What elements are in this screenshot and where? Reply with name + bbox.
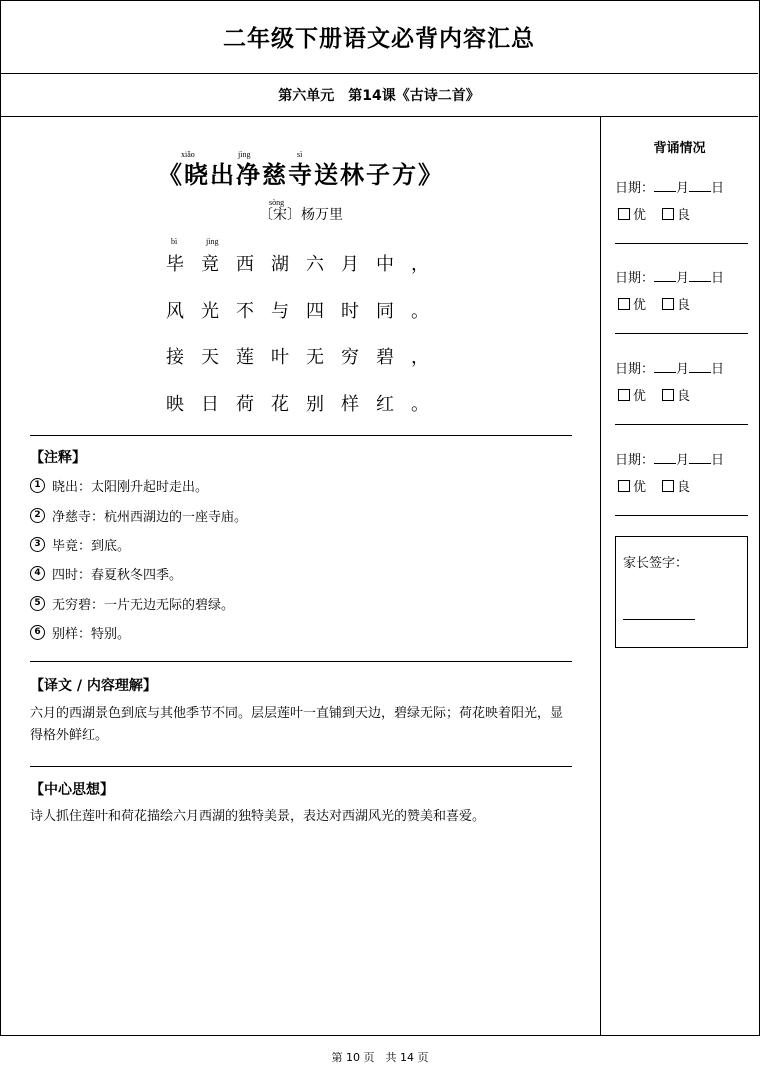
note-text: 四时：春夏秋冬四季。 [52,568,183,583]
rating-options [618,294,706,313]
note-number: 1 [30,478,45,493]
rating-fine[interactable] [662,476,690,495]
poem-title: 《晓出净慈寺送林子方》 [158,160,444,189]
rating-fine-label: 良 [677,208,691,223]
date-label: 日期： [615,362,655,377]
checkbox-icon[interactable] [618,389,630,401]
date-field [615,449,724,468]
recitation-title: 背诵情况 [653,141,706,156]
day-label: 日 [711,181,725,196]
rating-good[interactable] [618,476,646,495]
poem-line-2: 风光不与四时同。 [166,301,446,322]
translation-text: 六月的西湖景色到底与其他季节不同。层层莲叶一直铺到天边，碧绿无际；荷花映着阳光，显得格外鲜红。 [30,706,564,743]
rating-fine[interactable] [662,385,690,404]
page-title: 二年级下册语文必背内容汇总 [0,0,758,74]
pinyin-jing: jìng [238,150,251,159]
month-blank[interactable] [654,452,676,464]
month-label: 月 [676,181,690,196]
note-number: 6 [30,625,45,640]
theme-text: 诗人抓住莲叶和荷花描绘六月西湖的独特美景，表达对西湖风光的赞美和喜爱。 [30,809,486,824]
month-label: 月 [676,271,690,286]
rating-fine[interactable] [662,294,690,313]
note-item [30,476,208,495]
note-number: 4 [30,566,45,581]
pinyin-bi: bì [171,237,178,246]
rating-options [618,476,706,495]
date-field [615,358,724,377]
rating-options [618,204,706,223]
pinyin-xiao: xiǎo [181,150,195,159]
checkbox-icon[interactable] [618,298,630,310]
rating-good-label: 优 [633,389,647,404]
checkbox-icon[interactable] [662,298,674,310]
date-field [615,177,724,196]
note-number: 5 [30,596,45,611]
note-number: 2 [30,508,45,523]
record-divider [615,243,748,244]
note-item [30,564,182,583]
translation-heading: 【译文 / 内容理解】 [30,678,157,694]
rating-good[interactable] [618,204,646,223]
checkbox-icon[interactable] [618,480,630,492]
poem-line-4: 映日荷花别样红。 [166,394,446,415]
date-label: 日期： [615,271,655,286]
rating-fine-label: 良 [677,298,691,313]
rating-good[interactable] [618,385,646,404]
note-text: 别样：特别。 [52,627,131,642]
checkbox-icon[interactable] [662,480,674,492]
rating-fine[interactable] [662,204,690,223]
rating-fine-label: 良 [677,480,691,495]
record-divider [615,515,748,516]
day-blank[interactable] [689,180,711,192]
signature-line[interactable] [623,619,695,620]
rating-good-label: 优 [633,298,647,313]
day-label: 日 [711,362,725,377]
record-divider [615,424,748,425]
month-label: 月 [676,453,690,468]
divider [30,661,572,662]
date-field [615,267,724,286]
rating-good-label: 优 [633,208,647,223]
parent-signature-label: 家长签字： [623,556,689,571]
rating-good[interactable] [618,294,646,313]
checkbox-icon[interactable] [662,389,674,401]
date-label: 日期： [615,181,655,196]
rating-fine-label: 良 [677,389,691,404]
theme-heading: 【中心思想】 [30,782,114,798]
poem-line-1: 毕竟西湖六月中， [166,254,446,275]
record-divider [615,333,748,334]
divider [30,766,572,767]
day-label: 日 [711,271,725,286]
notes-heading: 【注释】 [30,450,86,466]
checkbox-icon[interactable] [662,208,674,220]
pinyin-jing2: jìng [206,237,219,246]
date-label: 日期： [615,453,655,468]
pinyin-si: sì [297,150,303,159]
month-label: 月 [676,362,690,377]
pinyin-song: sòng [269,198,285,207]
day-blank[interactable] [689,452,711,464]
month-blank[interactable] [654,180,676,192]
note-item [30,506,247,525]
day-blank[interactable] [689,270,711,282]
note-text: 净慈寺：杭州西湖边的一座寺庙。 [52,510,248,525]
poem-line-3: 接天莲叶无穷碧， [166,347,446,368]
note-text: 晓出：太阳刚升起时走出。 [52,480,209,495]
poem-author: 〔宋〕杨万里 [259,207,343,223]
note-item [30,535,130,554]
day-label: 日 [711,453,725,468]
column-divider [600,117,601,1035]
divider [30,435,572,436]
lesson-title: 第六单元 第14课《古诗二首》 [0,74,758,117]
note-item [30,623,130,642]
checkbox-icon[interactable] [618,208,630,220]
parent-signature-box [615,536,748,648]
note-text: 无穷碧：一片无边无际的碧绿。 [52,598,235,613]
note-item [30,594,234,613]
rating-options [618,385,706,404]
day-blank[interactable] [689,361,711,373]
note-number: 3 [30,537,45,552]
month-blank[interactable] [654,361,676,373]
rating-good-label: 优 [633,480,647,495]
page-footer: 第 10 页 共 14 页 [331,1051,429,1064]
note-text: 毕竟：到底。 [52,539,131,554]
month-blank[interactable] [654,270,676,282]
